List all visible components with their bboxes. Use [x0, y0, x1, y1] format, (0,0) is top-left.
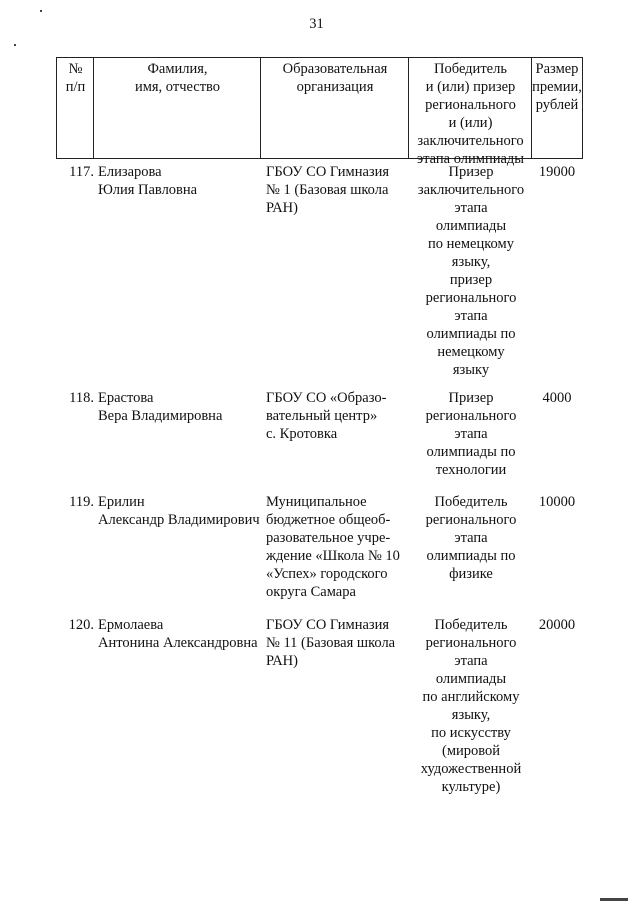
- achievement: [410, 389, 532, 479]
- given-names: Юлия Павловна: [98, 182, 198, 198]
- achievement-line: культуре): [441, 779, 501, 795]
- achievement-line: художественной: [420, 761, 522, 777]
- achievement-line: олимпиады по: [426, 444, 516, 460]
- org-line: «Успех» городского: [266, 566, 388, 582]
- header-text: Победитель: [434, 61, 507, 77]
- achievement: [410, 616, 532, 796]
- org-line: округа Самара: [266, 584, 356, 600]
- scan-mark: [40, 10, 42, 12]
- achievement-line: призер: [449, 272, 493, 288]
- person-name: [98, 163, 258, 199]
- org-line: № 11 (Базовая школа: [266, 635, 396, 651]
- achievement-line: по немецкому: [428, 236, 514, 252]
- organization: [266, 493, 406, 601]
- achievement-line: языку: [452, 362, 490, 378]
- org-line: бюджетное общеоб-: [266, 512, 391, 528]
- achievement-line: этапа: [454, 653, 488, 669]
- achievement-line: по английскому: [422, 689, 520, 705]
- achievement-line: регионального: [425, 290, 517, 306]
- achievement-line: заключительного: [417, 182, 525, 198]
- person-name: [98, 389, 258, 425]
- organization: [266, 616, 406, 670]
- org-line: ГБОУ СО Гимназия: [266, 617, 390, 633]
- header-text: рублей: [535, 97, 579, 113]
- org-line: ждение «Школа № 10: [266, 548, 400, 564]
- org-line: РАН): [266, 200, 298, 216]
- header-num: [56, 57, 94, 159]
- surname: Ерастова: [98, 390, 154, 406]
- row-number: 118.: [69, 390, 94, 406]
- achievement-line: олимпиады: [435, 671, 507, 687]
- header-text: Фамилия,: [147, 61, 208, 77]
- header-text: п/п: [65, 79, 86, 95]
- surname: Елизарова: [98, 164, 162, 180]
- header-text: Размер: [535, 61, 579, 77]
- given-names: Вера Владимировна: [98, 408, 223, 424]
- org-line: Муниципальное: [266, 494, 367, 510]
- person-name: [98, 493, 258, 529]
- row-number: 120.: [68, 617, 94, 633]
- achievement-line: регионального: [425, 512, 517, 528]
- header-org: [260, 57, 409, 159]
- org-line: ГБОУ СО Гимназия: [266, 164, 390, 180]
- org-line: ГБОУ СО «Образо-: [266, 390, 387, 406]
- header-text: регионального: [425, 97, 516, 113]
- achievement-line: по искусству: [431, 725, 511, 741]
- header-winner: [408, 57, 532, 167]
- scan-mark: [14, 44, 16, 46]
- org-line: с. Кротовка: [266, 426, 338, 442]
- surname: Ерилин: [98, 494, 145, 510]
- achievement-line: этапа: [454, 426, 488, 442]
- achievement-line: Призер: [448, 164, 494, 180]
- achievement-line: языку,: [451, 707, 491, 723]
- achievement-line: немецкому: [437, 344, 505, 360]
- achievement-line: технологии: [435, 462, 507, 478]
- achievement-line: физике: [449, 566, 493, 582]
- header-text: этапа олимпиады: [416, 151, 525, 167]
- org-line: разовательное учре-: [266, 530, 391, 546]
- header-text: №: [68, 61, 83, 77]
- achievement-line: олимпиады по: [426, 326, 516, 342]
- scan-mark: [600, 898, 628, 901]
- person-name: [98, 616, 258, 652]
- header-text: и (или): [448, 115, 493, 131]
- header-prize: [531, 57, 583, 159]
- achievement-line: Победитель: [434, 617, 508, 633]
- org-line: РАН): [266, 653, 298, 669]
- header-name: [93, 57, 261, 159]
- achievement-line: регионального: [425, 408, 517, 424]
- prize-amount: 10000: [538, 494, 576, 510]
- org-line: № 1 (Базовая школа: [266, 182, 389, 198]
- achievement-line: этапа: [454, 200, 488, 216]
- organization: [266, 389, 406, 443]
- achievement-line: этапа: [454, 530, 488, 546]
- page-number: 31: [309, 16, 324, 32]
- achievement: [410, 493, 532, 583]
- given-names: Александр Владимирович: [98, 512, 260, 528]
- achievement-line: (мировой: [441, 743, 501, 759]
- row-number: 119.: [69, 494, 94, 510]
- achievement-line: языку,: [451, 254, 491, 270]
- header-text: и (или) призер: [425, 79, 516, 95]
- achievement: [410, 163, 532, 379]
- achievement-line: Победитель: [434, 494, 508, 510]
- organization: [266, 163, 406, 217]
- achievement-line: Призер: [448, 390, 494, 406]
- header-text: заключительного: [417, 133, 524, 149]
- header-text: имя, отчество: [134, 79, 221, 95]
- prize-amount: 20000: [538, 617, 576, 633]
- header-text: премии,: [532, 79, 582, 95]
- surname: Ермолаева: [98, 617, 164, 633]
- prize-amount: 4000: [542, 390, 572, 406]
- achievement-line: регионального: [425, 635, 517, 651]
- achievement-line: олимпиады по: [426, 548, 516, 564]
- row-number: 117.: [69, 164, 94, 180]
- header-text: организация: [296, 79, 374, 95]
- header-text: Образовательная: [282, 61, 388, 77]
- org-line: вательный центр»: [266, 408, 378, 424]
- given-names: Антонина Александровна: [98, 635, 258, 651]
- achievement-line: этапа: [454, 308, 488, 324]
- achievement-line: олимпиады: [435, 218, 507, 234]
- prize-amount: 19000: [538, 164, 576, 180]
